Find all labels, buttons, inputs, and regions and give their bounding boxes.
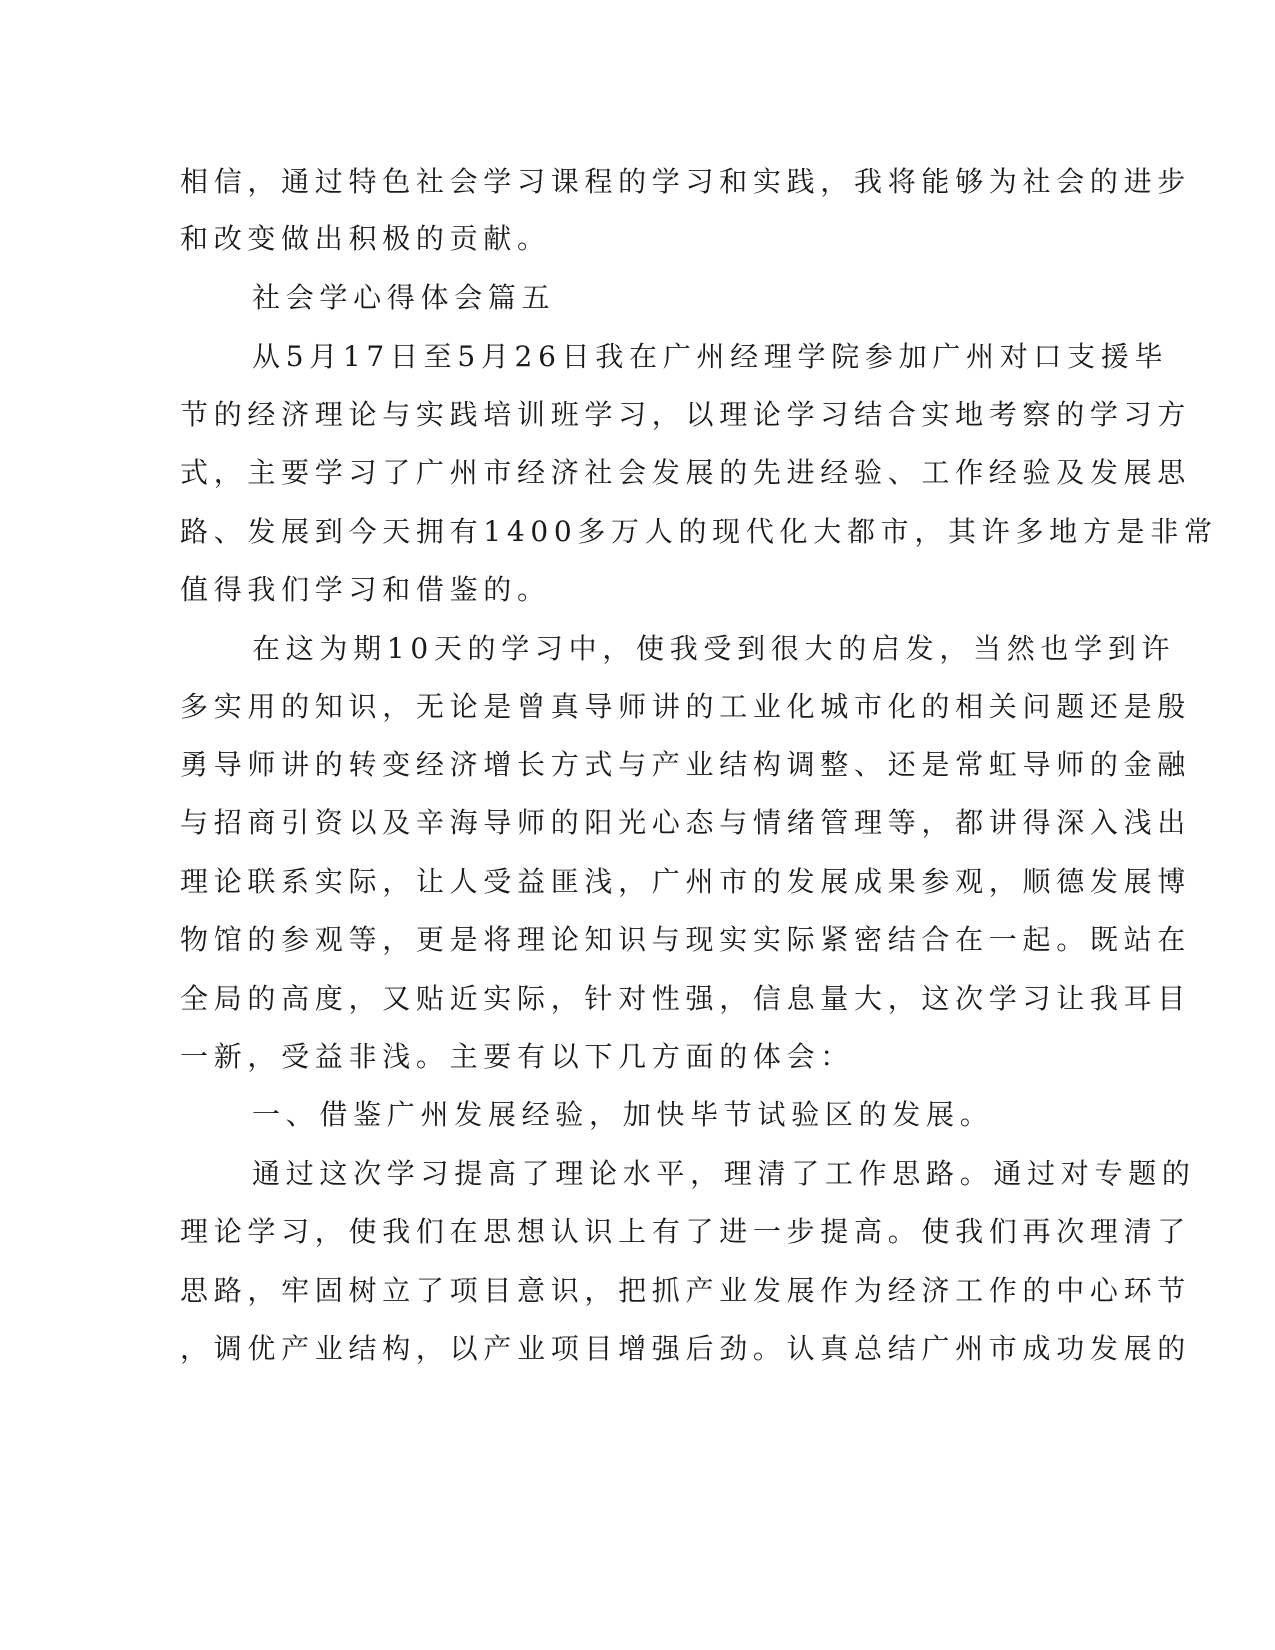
text-line-7: 路、发展到今天拥有1400多万人的现代化大都市，其许多地方是非常 (180, 515, 1218, 548)
text-line-15: 全局的高度，又贴近实际，针对性强，信息量大，这次学习让我耳目 (180, 982, 1192, 1015)
text-line-8: 值得我们学习和借鉴的。 (180, 573, 551, 606)
text-line-14: 物馆的参观等，更是将理论知识与现实实际紧密结合在一起。既站在 (180, 923, 1192, 956)
text-line-5: 节的经济理论与实践培训班学习，以理论学习结合实地考察的学习方 (180, 398, 1192, 431)
text-line-17: 一、借鉴广州发展经验，加快毕节试验区的发展。 (252, 1098, 994, 1131)
text-line-13: 理论联系实际，让人受益匪浅，广州市的发展成果参观，顺德发展博 (180, 865, 1192, 898)
text-line-6: 式，主要学习了广州市经济社会发展的先进经验、工作经验及发展思 (180, 456, 1192, 489)
text-line-19: 理论学习，使我们在思想认识上有了进一步提高。使我们再次理清了 (180, 1215, 1192, 1248)
text-line-12: 与招商引资以及辛海导师的阳光心态与情绪管理等，都讲得深入浅出 (180, 806, 1192, 839)
text-line-18: 通过这次学习提高了理论水平，理清了工作思路。通过对专题的 (252, 1157, 1196, 1190)
text-line-1: 相信，通过特色社会学习课程的学习和实践，我将能够为社会的进步 (180, 165, 1192, 198)
text-line-20: 思路，牢固树立了项目意识，把抓产业发展作为经济工作的中心环节 (180, 1274, 1192, 1307)
text-line-21: ，调优产业结构，以产业项目增强后劲。认真总结广州市成功发展的 (180, 1332, 1192, 1365)
text-line-9: 在这为期10天的学习中，使我受到很大的启发，当然也学到许 (252, 632, 1176, 665)
text-line-10: 多实用的知识，无论是曾真导师讲的工业化城市化的相关问题还是殷 (180, 690, 1192, 723)
text-line-11: 勇导师讲的转变经济增长方式与产业结构调整、还是常虹导师的金融 (180, 748, 1192, 781)
text-line-16: 一新，受益非浅。主要有以下几方面的体会： (180, 1040, 855, 1073)
section-heading: 社会学心得体会篇五 (252, 281, 556, 314)
text-line-4: 从5月17日至5月26日我在广州经理学院参加广州对口支援毕 (252, 340, 1169, 373)
text-line-2: 和改变做出积极的贡献。 (180, 222, 551, 255)
